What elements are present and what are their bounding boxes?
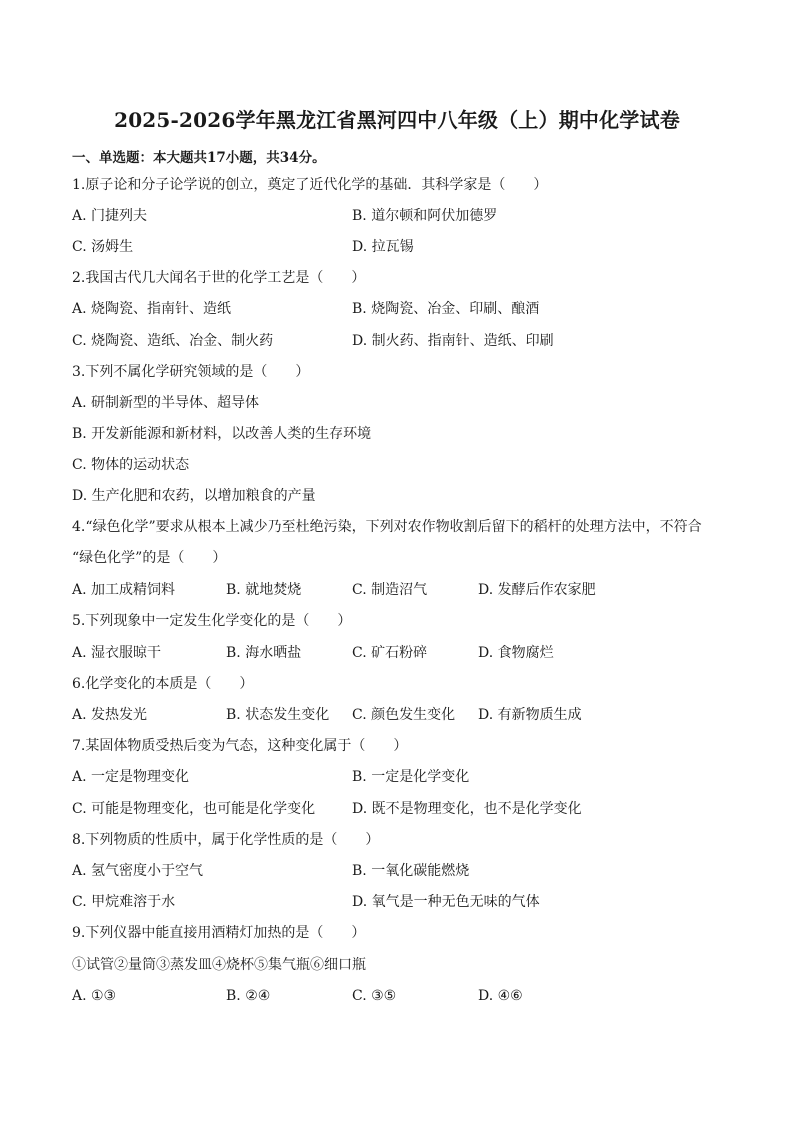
question-5-option-b: B. 海水晒盐 — [226, 645, 302, 661]
question-7-option-b: B. 一定是化学变化 — [352, 769, 470, 785]
question-2-option-b: B. 烧陶瓷、冶金、印刷、酿酒 — [352, 301, 540, 317]
question-2-option-c: C. 烧陶瓷、造纸、冶金、制火药 — [72, 333, 274, 349]
question-5-option-a: A. 湿衣服晾干 — [72, 645, 162, 661]
question-7-option-a: A. 一定是物理变化 — [72, 769, 190, 785]
question-3-option-c: C. 物体的运动状态 — [72, 457, 190, 473]
question-6-option-c: C. 颜色发生变化 — [352, 707, 456, 723]
question-4-stem: 4.“绿色化学”要求从根本上减少乃至杜绝污染，下列对农作物收割后留下的稻杆的处理方法中，不符合 — [72, 519, 702, 535]
question-9-option-d: D. ④⑥ — [478, 988, 523, 1004]
question-9-stem: 9.下列仪器中能直接用酒精灯加热的是（ ） — [72, 925, 366, 941]
question-1-stem: 1.原子论和分子论学说的创立，奠定了近代化学的基础．其科学家是（ ） — [72, 177, 548, 193]
question-4-option-a: A. 加工成精饲料 — [72, 582, 176, 598]
question-1-option-d: D. 拉瓦锡 — [352, 239, 414, 255]
question-8-option-c: C. 甲烷难溶于水 — [72, 894, 176, 910]
section-heading: 一、单选题：本大题共17小题，共34分。 — [72, 150, 326, 166]
question-2-option-a: A. 烧陶瓷、指南针、造纸 — [72, 301, 232, 317]
question-6-option-b: B. 状态发生变化 — [226, 707, 330, 723]
question-4-option-b: B. 就地焚烧 — [226, 582, 302, 598]
question-5-option-d: D. 食物腐烂 — [478, 645, 554, 661]
question-2-option-d: D. 制火药、指南针、造纸、印刷 — [352, 333, 554, 349]
question-1-option-c: C. 汤姆生 — [72, 239, 134, 255]
question-6-option-a: A. 发热发光 — [72, 707, 148, 723]
question-1-option-b: B. 道尔顿和阿伏加德罗 — [352, 208, 498, 224]
question-3-option-b: B. 开发新能源和新材料，以改善人类的生存环境 — [72, 426, 372, 442]
question-5-option-c: C. 矿石粉碎 — [352, 645, 428, 661]
question-9-option-b: B. ②④ — [226, 988, 271, 1004]
question-5-stem: 5.下列现象中一定发生化学变化的是（ ） — [72, 613, 352, 629]
question-6-stem: 6.化学变化的本质是（ ） — [72, 676, 254, 692]
question-3-option-a: A. 研制新型的半导体、超导体 — [72, 395, 260, 411]
page-title: 2025-2026学年黑龙江省黑河四中八年级（上）期中化学试卷 — [114, 108, 680, 132]
question-8-option-a: A. 氢气密度小于空气 — [72, 863, 204, 879]
question-9-option-a: A. ①③ — [72, 988, 117, 1004]
question-9-option-c: C. ③⑤ — [352, 988, 397, 1004]
question-4-stem-continued: “绿色化学”的是（ ） — [72, 550, 227, 566]
question-4-option-c: C. 制造沼气 — [352, 582, 428, 598]
question-8-stem: 8.下列物质的性质中，属于化学性质的是（ ） — [72, 832, 380, 848]
question-8-option-b: B. 一氧化碳能燃烧 — [352, 863, 470, 879]
question-7-stem: 7.某固体物质受热后变为气态，这种变化属于（ ） — [72, 738, 408, 754]
question-8-option-d: D. 氧气是一种无色无味的气体 — [352, 894, 540, 910]
question-9-stem-continued: ①试管②量筒③蒸发皿④烧杯⑤集气瓶⑥细口瓶 — [72, 957, 366, 973]
question-4-option-d: D. 发酵后作农家肥 — [478, 582, 596, 598]
question-3-stem: 3.下列不属化学研究领域的是（ ） — [72, 364, 310, 380]
question-3-option-d: D. 生产化肥和农药，以增加粮食的产量 — [72, 488, 316, 504]
question-1-option-a: A. 门捷列夫 — [72, 208, 148, 224]
question-7-option-c: C. 可能是物理变化，也可能是化学变化 — [72, 801, 316, 817]
question-6-option-d: D. 有新物质生成 — [478, 707, 582, 723]
question-7-option-d: D. 既不是物理变化，也不是化学变化 — [352, 801, 582, 817]
question-2-stem: 2.我国古代几大闻名于世的化学工艺是（ ） — [72, 270, 366, 286]
